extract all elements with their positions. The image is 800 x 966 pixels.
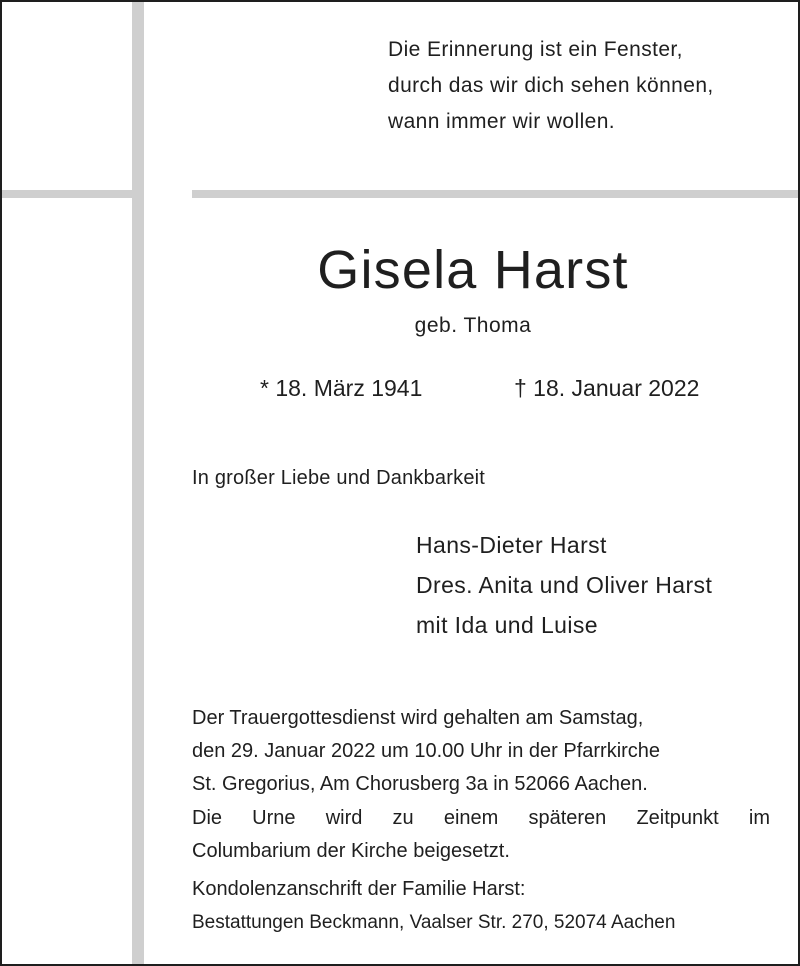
condolence-line: Kondolenzanschrift der Familie Harst: — [192, 878, 526, 900]
mourner-entry: Dres. Anita und Oliver Harst — [416, 572, 713, 598]
memorial-quote — [388, 32, 714, 140]
cross-vertical-bar — [132, 2, 144, 966]
urn-announcement — [192, 802, 770, 868]
service-announcement — [192, 702, 770, 801]
mourner-entry: mit Ida und Luise — [416, 612, 598, 638]
service-line: den 29. Januar 2022 um 10.00 Uhr in der Pfarrkirche — [192, 740, 661, 762]
mourner-entry: Hans-Dieter Harst — [416, 532, 607, 558]
dedication-line: In großer Liebe und Dankbarkeit — [192, 467, 486, 489]
urn-line: Columbarium der Kirche beigesetzt. — [192, 840, 510, 862]
urn-line: Die Urne wird zu einem späteren Zeitpunkt im — [192, 807, 770, 829]
quote-line: Die Erinnerung ist ein Fenster, — [388, 38, 683, 61]
quote-line: durch das wir dich sehen können, — [388, 74, 714, 97]
condolence-line: Bestattungen Beckmann, Vaalser Str. 270, 52074 Aachen — [192, 912, 676, 933]
service-line: Der Trauergottesdienst wird gehalten am Samstag, — [192, 707, 644, 729]
mourners-list — [416, 525, 712, 645]
cross-horizontal-bar-left — [2, 190, 132, 198]
quote-line: wann immer wir wollen. — [388, 110, 616, 133]
cross-horizontal-bar-right — [192, 190, 800, 198]
service-line: St. Gregorius, Am Chorusberg 3a in 52066 Aachen. — [192, 773, 648, 795]
deceased-name: Gisela Harst — [317, 240, 629, 300]
birth-date: * 18. März 1941 — [260, 375, 423, 401]
maiden-name: geb. Thoma — [414, 314, 532, 337]
condolence-address — [192, 872, 770, 940]
death-date: † 18. Januar 2022 — [514, 375, 700, 401]
